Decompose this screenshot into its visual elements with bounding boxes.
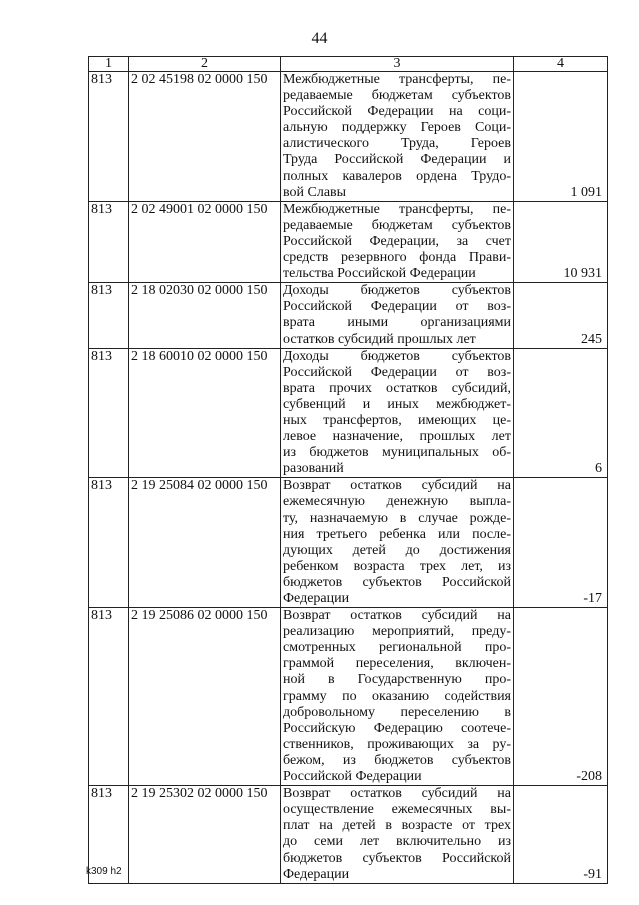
description-line: ной в Государственную про-	[283, 672, 511, 688]
description-line: из бюджетов муниципальных об-	[283, 445, 511, 461]
table-row	[89, 608, 608, 786]
admin-code-cell: 813	[89, 478, 129, 608]
description-line: дующих детей до достижения	[283, 542, 511, 558]
description-line: Возврат остатков субсидий на	[283, 478, 511, 494]
column-header-4: 4	[514, 57, 608, 72]
description-cell	[281, 786, 514, 884]
table-header-row	[89, 57, 608, 72]
description-line: Федерации	[283, 591, 350, 606]
budget-classification-code-cell: 2 18 60010 02 0000 150	[129, 348, 281, 478]
description-line: Доходы бюджетов субъектов	[283, 283, 511, 299]
admin-code-cell: 813	[89, 608, 129, 786]
description-line: Российской Федерации от воз-	[283, 299, 511, 315]
amount-cell: 6	[514, 348, 608, 478]
description-line: ребенком возраста трех лет, из	[283, 558, 511, 574]
amount-cell: -208	[514, 608, 608, 786]
description-line: осуществление ежемесячных вы-	[283, 802, 511, 818]
description-line: до семи лет включительно из	[283, 834, 511, 850]
budget-classification-code-cell: 2 02 49001 02 0000 150	[129, 201, 281, 282]
amount-cell: -91	[514, 786, 608, 884]
description-line: бюджетов субъектов Российской	[283, 574, 511, 590]
column-header-3: 3	[281, 57, 514, 72]
description-line: бежом, из бюджетов субъектов	[283, 752, 511, 768]
description-cell	[281, 72, 514, 202]
description-line: Российской Федерации, за счет	[283, 233, 511, 249]
budget-classification-code-cell: 2 19 25302 02 0000 150	[129, 786, 281, 884]
description-line: ежемесячную денежную выпла-	[283, 494, 511, 510]
table-row	[89, 72, 608, 202]
description-line: вой Славы	[283, 184, 347, 200]
description-line: смотренных региональной про-	[283, 640, 511, 656]
description-line: бюджетов субъектов Российской	[283, 850, 511, 866]
description-line: Российской Федерации	[283, 769, 422, 785]
admin-code-cell: 813	[89, 786, 129, 884]
description-line: реализацию мероприятий, преду-	[283, 624, 511, 640]
description-line: остатков субсидий прошлых лет	[283, 331, 476, 347]
description-line: Доходы бюджетов субъектов	[283, 348, 511, 364]
description-line: Возврат остатков субсидий на	[283, 786, 511, 802]
description-line: ния третьего ребенка или после-	[283, 526, 511, 542]
description-line: Межбюджетные трансферты, пе-	[283, 201, 511, 217]
footer-document-code: k309 h2	[86, 866, 122, 877]
description-line: врата прочих остатков субсидий,	[283, 380, 511, 396]
table-row	[89, 201, 608, 282]
description-line: разований	[283, 461, 344, 477]
description-line: ту, назначаемую в случае рожде-	[283, 510, 511, 526]
budget-classification-code-cell: 2 18 02030 02 0000 150	[129, 283, 281, 348]
description-line: Российской Федерации от воз-	[283, 364, 511, 380]
page-number: 44	[311, 30, 328, 47]
column-header-1: 1	[89, 57, 129, 72]
description-cell	[281, 201, 514, 282]
amount-cell: 1 091	[514, 72, 608, 202]
description-line: плат на детей в возрасте от трех	[283, 818, 511, 834]
description-line: Федерации	[283, 866, 350, 882]
budget-classification-code-cell: 2 02 45198 02 0000 150	[129, 72, 281, 202]
description-line: грамму по оказанию содействия	[283, 688, 511, 704]
description-line: левое назначение, прошлых лет	[283, 429, 511, 445]
budget-classification-code-cell: 2 19 25084 02 0000 150	[129, 478, 281, 608]
description-line: средств резервного фонда Прави-	[283, 250, 511, 266]
admin-code-cell: 813	[89, 348, 129, 478]
description-line: Труда Российской Федерации и	[283, 152, 511, 168]
admin-code-cell: 813	[89, 283, 129, 348]
amount-cell: -17	[514, 478, 608, 608]
amount-cell: 245	[514, 283, 608, 348]
admin-code-cell: 813	[89, 201, 129, 282]
description-line: ственников, проживающих за ру-	[283, 736, 511, 752]
description-line: алистического Труда, Героев	[283, 136, 511, 152]
description-line: Межбюджетные трансферты, пе-	[283, 72, 511, 87]
description-cell	[281, 608, 514, 786]
description-line: редаваемые бюджетам субъектов	[283, 88, 511, 104]
table-row	[89, 786, 608, 884]
table-row	[89, 283, 608, 348]
admin-code-cell: 813	[89, 72, 129, 202]
table-row	[89, 478, 608, 608]
amount-cell: 10 931	[514, 201, 608, 282]
description-line: Возврат остатков субсидий на	[283, 608, 511, 624]
description-cell	[281, 478, 514, 608]
budget-classification-code-cell: 2 19 25086 02 0000 150	[129, 608, 281, 786]
description-line: Российской Федерации на соци-	[283, 104, 511, 120]
description-cell	[281, 348, 514, 478]
table-row	[89, 348, 608, 478]
description-line: врата иными организациями	[283, 315, 511, 331]
column-header-2: 2	[129, 57, 281, 72]
description-line: редаваемые бюджетам субъектов	[283, 217, 511, 233]
description-line: граммой переселения, включен-	[283, 656, 511, 672]
description-line: субвенций и иных межбюджет-	[283, 396, 511, 412]
description-line: ных трансфертов, имеющих це-	[283, 412, 511, 428]
description-line: тельства Российской Федерации	[283, 266, 476, 282]
description-line: альную поддержку Героев Соци-	[283, 120, 511, 136]
description-line: Российскую Федерацию соотече-	[283, 720, 511, 736]
revenue-table	[88, 56, 608, 884]
description-cell	[281, 283, 514, 348]
description-line: полных кавалеров ордена Трудо-	[283, 168, 511, 184]
description-line: добровольному переселению в	[283, 704, 511, 720]
